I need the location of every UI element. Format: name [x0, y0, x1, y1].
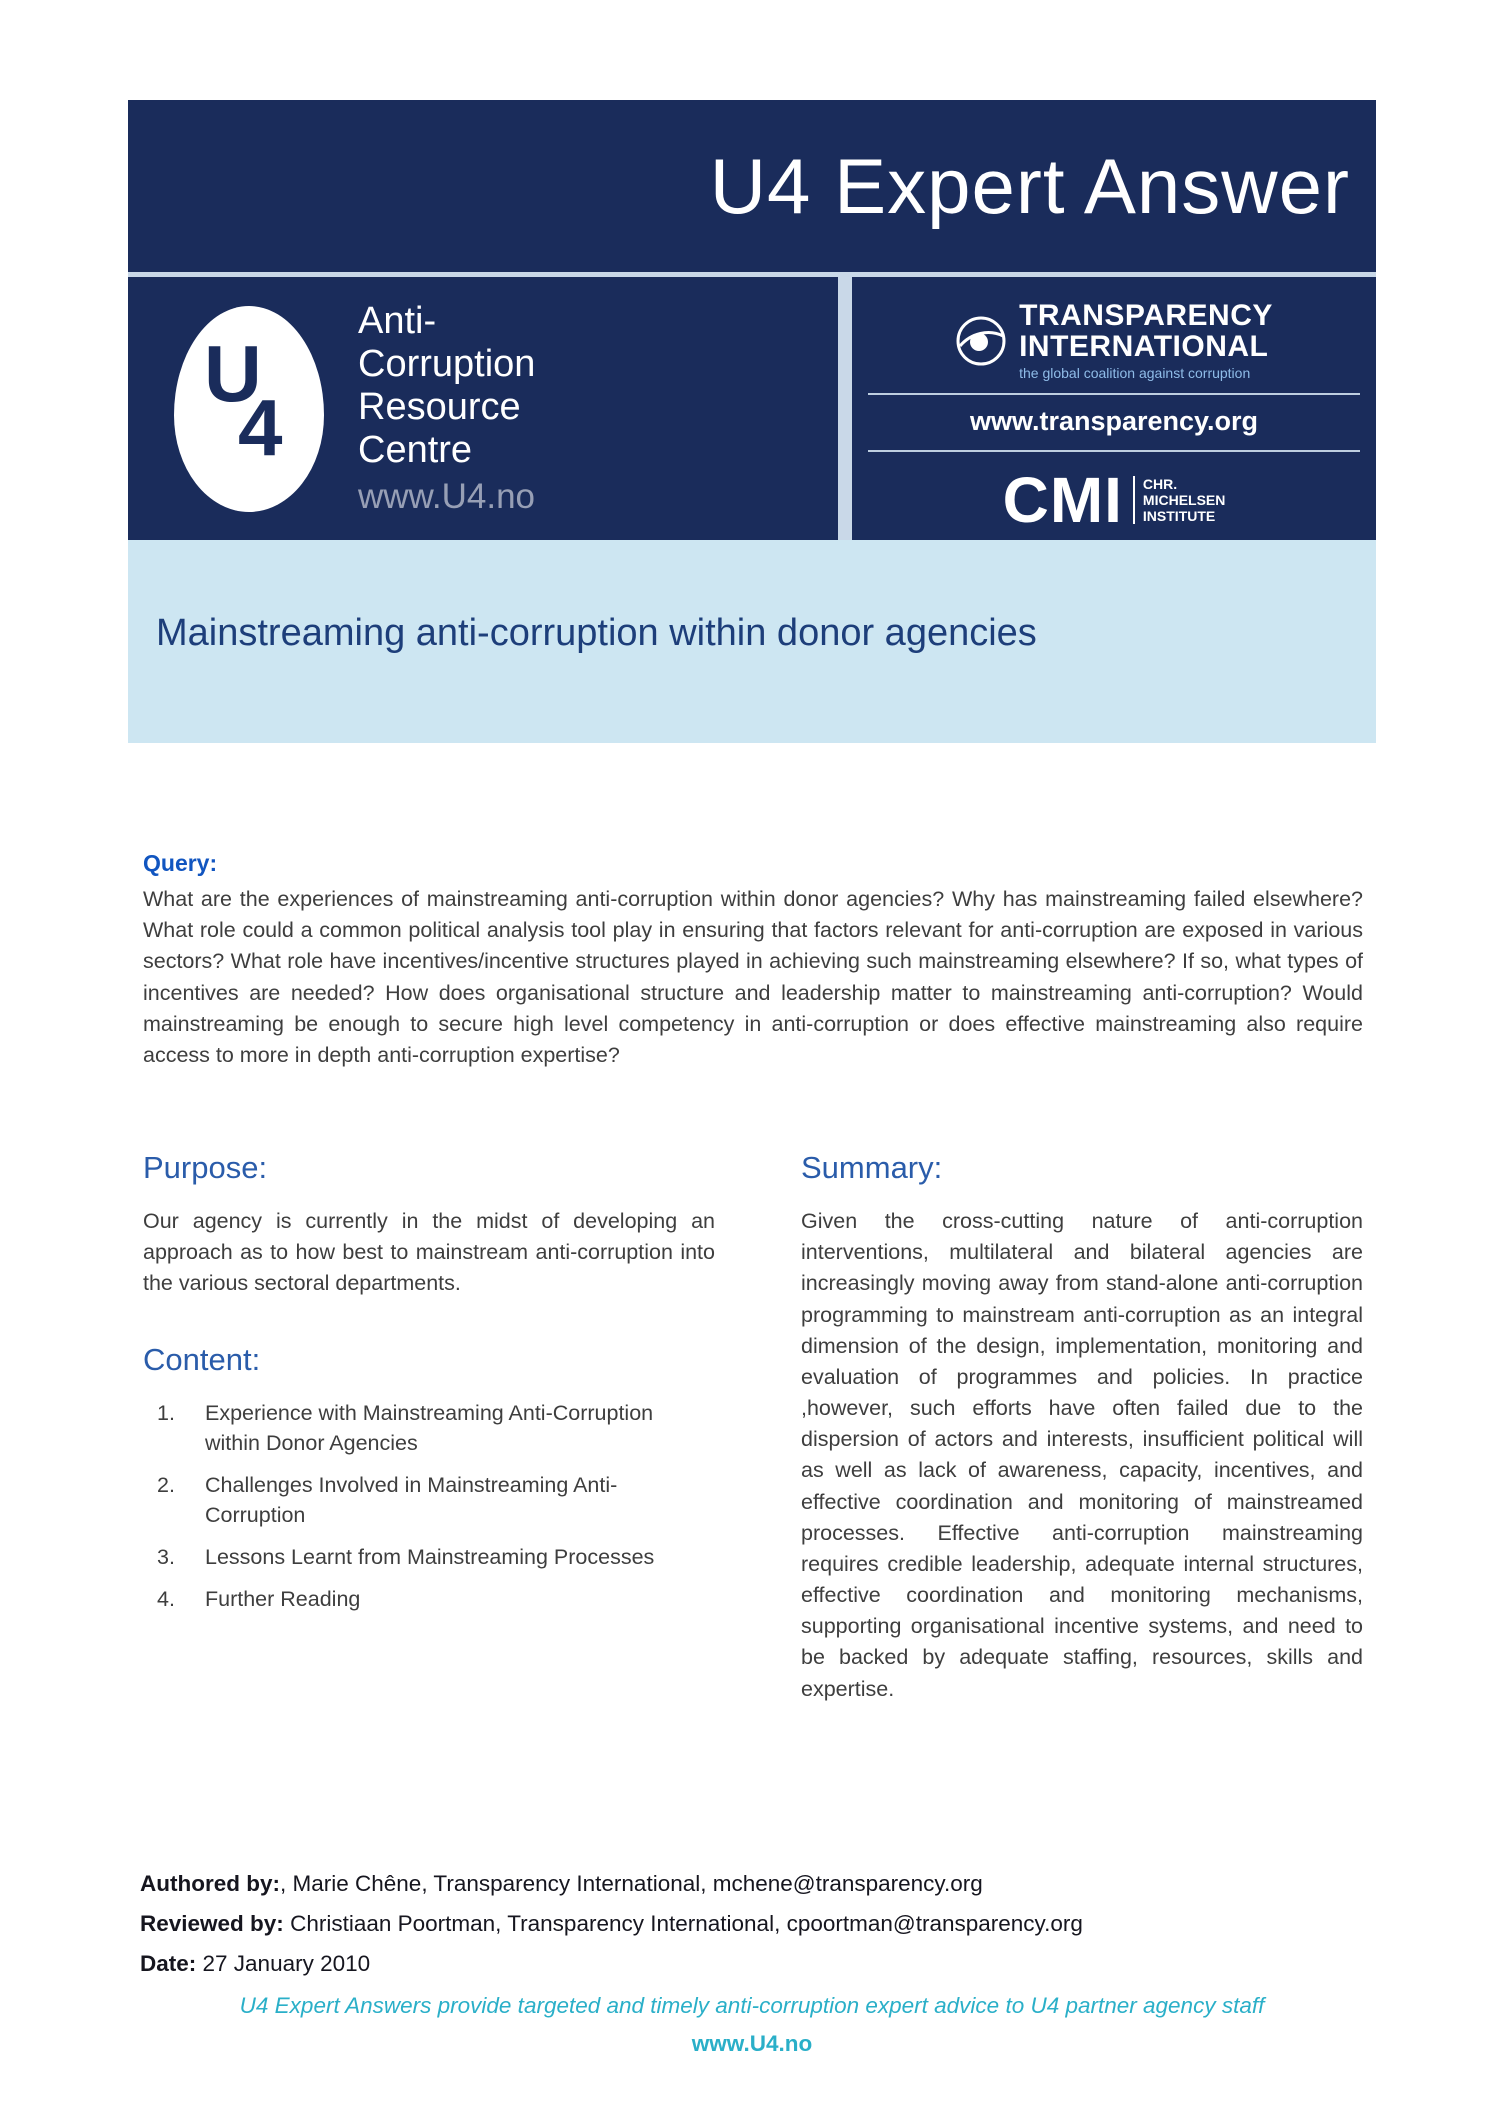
list-item-number: 2.	[157, 1472, 175, 1497]
transparency-website-link[interactable]: www.transparency.org	[969, 406, 1259, 437]
list-item-number: 1.	[157, 1400, 175, 1425]
date-value: 27 January 2010	[196, 1951, 371, 1976]
reviewed-by-line	[140, 1910, 1364, 1937]
purpose-heading: Purpose:	[143, 1150, 268, 1185]
content-list	[143, 1398, 715, 1615]
list-item-label: Challenges Involved in Mainstreaming Anti-Corruption	[205, 1472, 618, 1527]
u4-logo-block	[128, 277, 838, 540]
authored-by-line	[140, 1870, 1364, 1897]
footer	[140, 1870, 1364, 2057]
u4-wordmark-line: Anti-	[358, 300, 437, 343]
cmi-wordmark: CMI	[1002, 464, 1123, 537]
reviewed-by-label: Reviewed by:	[140, 1911, 284, 1936]
list-item	[143, 1542, 715, 1572]
u4-logo-digit-4: 4	[238, 382, 283, 472]
cmi-institute-line: MICHELSEN	[1142, 492, 1226, 509]
query-section	[143, 850, 1363, 1071]
u4-wordmark	[358, 300, 535, 517]
list-item	[143, 1584, 715, 1614]
logo-row	[128, 277, 1376, 540]
ti-tagline: the global coalition against corruption	[1019, 365, 1251, 382]
summary-text: Given the cross-cutting nature of anti-corruption interventions, multilateral and bilateral agencies are increasingly moving away from stand-alone anti-corruption programming to mainstream anti-corruption as an integral dimension of the design, implementation, monitoring and evaluation of programmes and policies. In practice ,however, such efforts have often failed due to the dispersion of actors and interests, insufficient political will as well as lack of awareness, capacity, incentives, and effective coordination and monitoring of mainstreamed processes. Effective anti-corruption mainstreaming requires credible leadership, adequate internal structures, effective coordination and monitoring mechanisms, supporting organisational incentive systems, and need to be backed by adequate staffing, resources, skills and expertise.	[801, 1209, 1363, 1701]
cmi-logo	[868, 452, 1360, 544]
ti-globe-icon	[955, 315, 1007, 367]
list-item	[143, 1398, 715, 1458]
u4-website-link[interactable]: www.U4.no	[358, 476, 536, 516]
date-label: Date:	[140, 1951, 197, 1976]
right-column	[801, 1150, 1363, 1705]
vertical-divider	[838, 277, 852, 540]
cmi-institute-line: CHR.	[1142, 476, 1178, 493]
ti-wordmark-line2: INTERNATIONAL	[1019, 329, 1269, 363]
list-item-label: Further Reading	[205, 1586, 361, 1611]
left-column	[143, 1150, 715, 1705]
authored-by-label: Authored by:	[140, 1871, 280, 1896]
list-item	[143, 1470, 715, 1530]
main-columns	[143, 1150, 1363, 1705]
u4-wordmark-line: Resource	[358, 386, 521, 428]
banner	[128, 100, 1376, 272]
date-line	[140, 1950, 1364, 1977]
list-item-number: 3.	[157, 1544, 175, 1569]
authored-by-value: , Marie Chêne, Transparency International, mchene@transparency.org	[280, 1871, 983, 1896]
content-heading: Content:	[143, 1341, 261, 1377]
document-title: Mainstreaming anti-corruption within donor agencies	[156, 612, 1037, 654]
header	[128, 100, 1376, 743]
u4-wordmark-line: Corruption	[358, 343, 536, 386]
footer-website-link[interactable]: www.U4.no	[691, 2031, 813, 2056]
query-text: What are the experiences of mainstreaming anti-corruption within donor agencies? Why has mainstreaming failed elsewhere? What role could a common political analysis tool play in ensuring that factors relevant for anti-corruption are exposed in various sectors? What role have incentives/incentive structures played in achieving such mainstreaming elsewhere? If so, what types of incentives are needed? How does organisational structure and leadership matter to mainstreaming anti-corruption? Would mainstreaming be enough to secure high level competency in anti-corruption or does effective mainstreaming also require access to more in depth anti-corruption expertise?	[143, 887, 1363, 1067]
banner-title: U4 Expert Answer	[709, 141, 1350, 230]
u4-logo-letter-u: U	[204, 328, 262, 418]
title-band	[128, 540, 1376, 743]
u4-egg-logo	[174, 306, 324, 512]
transparency-international-logo	[868, 277, 1360, 393]
list-item-number: 4.	[157, 1586, 175, 1611]
footer-tagline: U4 Expert Answers provide targeted and timely anti-corruption expert advice to U4 partner agency staff	[239, 1993, 1265, 2018]
list-item-label: Lessons Learnt from Mainstreaming Processes	[205, 1544, 655, 1569]
cmi-institute-name	[1133, 476, 1225, 524]
u4-wordmark-line: Centre	[358, 428, 473, 471]
query-label: Query:	[143, 850, 218, 876]
list-item-label: Experience with Mainstreaming Anti-Corruption within Donor Agencies	[205, 1400, 654, 1455]
purpose-text: Our agency is currently in the midst of developing an approach as to how best to mainstream anti-corruption into the various sectoral departments.	[143, 1209, 715, 1296]
reviewed-by-value: Christiaan Poortman, Transparency International, cpoortman@transparency.org	[283, 1911, 1083, 1936]
partners-block	[852, 277, 1376, 540]
cmi-institute-line: INSTITUTE	[1142, 508, 1216, 525]
ti-wordmark-line1: TRANSPARENCY	[1019, 299, 1273, 332]
ti-wordmark	[1019, 301, 1273, 381]
summary-heading: Summary:	[801, 1150, 943, 1185]
